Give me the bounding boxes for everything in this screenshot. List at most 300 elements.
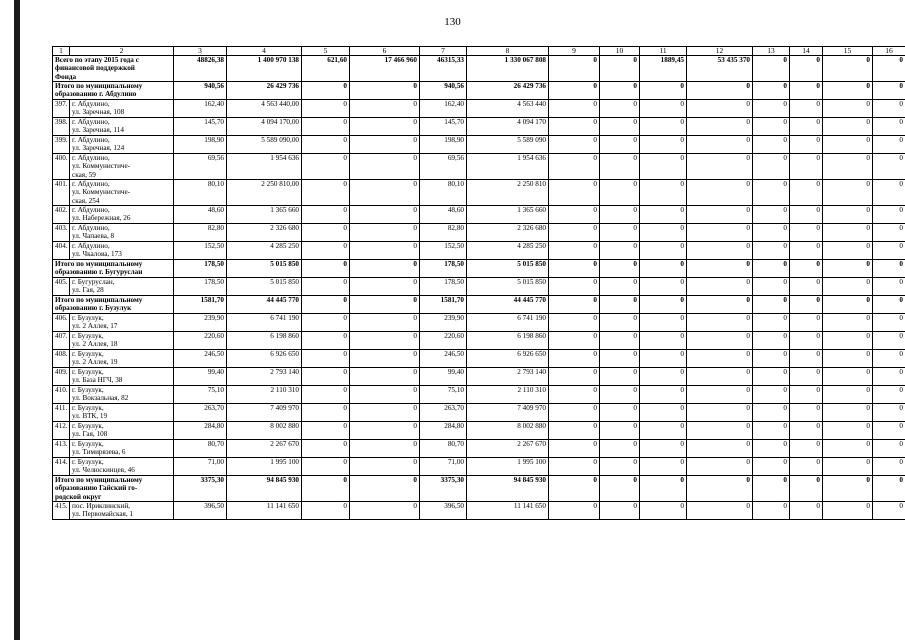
row-number: 399. bbox=[53, 136, 70, 154]
value-cell: 0 bbox=[790, 278, 823, 296]
value-cell: 178,50 bbox=[420, 278, 467, 296]
address-line: г. Бузулук, bbox=[72, 332, 104, 341]
address-line: ул. Набережная, 26 bbox=[72, 214, 131, 223]
value-cell: 1 954 636 bbox=[227, 154, 302, 180]
value-cell: 75,10 bbox=[420, 386, 467, 404]
value-cell: 0 bbox=[302, 82, 350, 100]
value-cell: 0 bbox=[549, 206, 600, 224]
value-cell: 0 bbox=[823, 118, 873, 136]
value-cell: 0 bbox=[549, 278, 600, 296]
value-cell: 178,50 bbox=[420, 260, 467, 278]
value-cell: 6 741 190 bbox=[467, 314, 549, 332]
value-cell: 162,40 bbox=[420, 100, 467, 118]
address-line: г. Абдулино, bbox=[72, 206, 110, 215]
value-cell: 0 bbox=[873, 56, 905, 82]
value-cell: 0 bbox=[753, 296, 790, 314]
row-number: 408. bbox=[53, 350, 70, 368]
value-cell: 2 267 670 bbox=[227, 440, 302, 458]
value-cell: 0 bbox=[753, 206, 790, 224]
address-cell bbox=[70, 386, 174, 404]
address-line: г. Абдулино, bbox=[72, 224, 110, 233]
value-cell: 1889,45 bbox=[640, 56, 687, 82]
total-label bbox=[53, 476, 174, 502]
address-cell bbox=[70, 224, 174, 242]
value-cell: 940,56 bbox=[420, 82, 467, 100]
total-row bbox=[53, 296, 905, 314]
address-cell bbox=[70, 350, 174, 368]
value-cell: 0 bbox=[549, 502, 600, 520]
value-cell: 94 845 930 bbox=[227, 476, 302, 502]
value-cell: 0 bbox=[687, 458, 753, 476]
value-cell: 178,50 bbox=[174, 278, 227, 296]
address-line: ул. Коммунистиче- bbox=[72, 162, 131, 171]
value-cell: 2 326 680 bbox=[227, 224, 302, 242]
value-cell: 0 bbox=[873, 154, 905, 180]
value-cell: 0 bbox=[823, 206, 873, 224]
address-line: г. Бузулук, bbox=[72, 314, 104, 323]
value-cell: 0 bbox=[823, 332, 873, 350]
value-cell: 0 bbox=[790, 118, 823, 136]
value-cell: 0 bbox=[640, 224, 687, 242]
value-cell: 44 445 770 bbox=[227, 296, 302, 314]
value-cell: 0 bbox=[753, 386, 790, 404]
value-cell: 263,70 bbox=[174, 404, 227, 422]
value-cell: 0 bbox=[823, 180, 873, 206]
value-cell: 0 bbox=[640, 422, 687, 440]
value-cell: 46315,33 bbox=[420, 56, 467, 82]
address-line: Итого по муниципальному bbox=[55, 296, 143, 305]
address-cell bbox=[70, 314, 174, 332]
address-line: ул. Коммунистиче- bbox=[72, 188, 131, 197]
value-cell: 1 330 067 808 bbox=[467, 56, 549, 82]
value-cell: 246,50 bbox=[420, 350, 467, 368]
column-number: 3 bbox=[174, 47, 227, 56]
value-cell: 0 bbox=[600, 180, 640, 206]
value-cell: 0 bbox=[640, 440, 687, 458]
value-cell: 0 bbox=[600, 404, 640, 422]
value-cell: 0 bbox=[302, 476, 350, 502]
value-cell: 0 bbox=[790, 314, 823, 332]
address-line: ул. Гая, 108 bbox=[72, 430, 108, 439]
row-number: 415. bbox=[53, 502, 70, 520]
value-cell: 26 429 736 bbox=[227, 82, 302, 100]
value-cell: 0 bbox=[350, 440, 420, 458]
value-cell: 0 bbox=[790, 296, 823, 314]
value-cell: 3375,30 bbox=[420, 476, 467, 502]
value-cell: 0 bbox=[549, 136, 600, 154]
value-cell: 0 bbox=[687, 136, 753, 154]
address-cell bbox=[70, 100, 174, 118]
value-cell: 0 bbox=[302, 314, 350, 332]
page-margin-bar bbox=[14, 0, 20, 640]
address-line: образованию г. Бузулук bbox=[55, 304, 132, 313]
row-number: 414. bbox=[53, 458, 70, 476]
value-cell: 2 793 140 bbox=[467, 368, 549, 386]
column-number-row bbox=[53, 47, 905, 56]
value-cell: 0 bbox=[873, 476, 905, 502]
table-row bbox=[53, 368, 905, 386]
table-row bbox=[53, 180, 905, 206]
value-cell: 0 bbox=[600, 314, 640, 332]
value-cell: 7 409 970 bbox=[467, 404, 549, 422]
value-cell: 1 954 636 bbox=[467, 154, 549, 180]
value-cell: 0 bbox=[687, 100, 753, 118]
table-row bbox=[53, 242, 905, 260]
value-cell: 0 bbox=[790, 350, 823, 368]
value-cell: 0 bbox=[873, 386, 905, 404]
value-cell: 0 bbox=[302, 180, 350, 206]
value-cell: 0 bbox=[823, 404, 873, 422]
value-cell: 0 bbox=[640, 502, 687, 520]
value-cell: 0 bbox=[790, 206, 823, 224]
value-cell: 0 bbox=[753, 260, 790, 278]
column-number: 11 bbox=[640, 47, 687, 56]
value-cell: 263,70 bbox=[420, 404, 467, 422]
row-number: 409. bbox=[53, 368, 70, 386]
value-cell: 0 bbox=[823, 100, 873, 118]
value-cell: 0 bbox=[753, 422, 790, 440]
value-cell: 0 bbox=[790, 154, 823, 180]
value-cell: 0 bbox=[350, 136, 420, 154]
value-cell: 0 bbox=[823, 314, 873, 332]
value-cell: 6 926 650 bbox=[467, 350, 549, 368]
value-cell: 0 bbox=[687, 440, 753, 458]
address-line: ул. Чапаева, 8 bbox=[72, 232, 115, 241]
address-cell bbox=[70, 136, 174, 154]
value-cell: 71,00 bbox=[420, 458, 467, 476]
value-cell: 0 bbox=[600, 242, 640, 260]
value-cell: 0 bbox=[790, 332, 823, 350]
value-cell: 0 bbox=[350, 82, 420, 100]
value-cell: 0 bbox=[687, 386, 753, 404]
address-line: ул. Гая, 28 bbox=[72, 286, 104, 295]
value-cell: 0 bbox=[640, 100, 687, 118]
value-cell: 0 bbox=[823, 502, 873, 520]
value-cell: 1 365 660 bbox=[227, 206, 302, 224]
value-cell: 4 563 440,00 bbox=[227, 100, 302, 118]
value-cell: 0 bbox=[790, 476, 823, 502]
row-number: 406. bbox=[53, 314, 70, 332]
value-cell: 82,80 bbox=[174, 224, 227, 242]
value-cell: 0 bbox=[873, 118, 905, 136]
address-line: Всего по этапу 2015 года с bbox=[55, 56, 139, 65]
value-cell: 0 bbox=[549, 118, 600, 136]
value-cell: 0 bbox=[790, 502, 823, 520]
total-row bbox=[53, 82, 905, 100]
address-line: ул. Заречная, 114 bbox=[72, 126, 124, 135]
value-cell: 0 bbox=[790, 242, 823, 260]
value-cell: 246,50 bbox=[174, 350, 227, 368]
value-cell: 0 bbox=[823, 56, 873, 82]
row-number: 401. bbox=[53, 180, 70, 206]
value-cell: 0 bbox=[640, 180, 687, 206]
value-cell: 0 bbox=[873, 260, 905, 278]
value-cell: 0 bbox=[640, 476, 687, 502]
value-cell: 1581,70 bbox=[174, 296, 227, 314]
value-cell: 0 bbox=[549, 82, 600, 100]
value-cell: 0 bbox=[687, 350, 753, 368]
value-cell: 0 bbox=[823, 242, 873, 260]
value-cell: 94 845 930 bbox=[467, 476, 549, 502]
value-cell: 2 250 810 bbox=[467, 180, 549, 206]
address-line: г. Бугуруслан, bbox=[72, 278, 115, 287]
value-cell: 75,10 bbox=[174, 386, 227, 404]
table-row bbox=[53, 118, 905, 136]
value-cell: 99,40 bbox=[174, 368, 227, 386]
value-cell: 0 bbox=[640, 314, 687, 332]
table-row bbox=[53, 206, 905, 224]
value-cell: 0 bbox=[873, 350, 905, 368]
value-cell: 0 bbox=[302, 332, 350, 350]
total-label bbox=[53, 82, 174, 100]
row-number: 400. bbox=[53, 154, 70, 180]
value-cell: 4 285 250 bbox=[227, 242, 302, 260]
value-cell: 0 bbox=[790, 82, 823, 100]
table-row bbox=[53, 314, 905, 332]
value-cell: 69,56 bbox=[174, 154, 227, 180]
value-cell: 0 bbox=[753, 100, 790, 118]
address-line: г. Бузулук, bbox=[72, 368, 104, 377]
table-row bbox=[53, 224, 905, 242]
value-cell: 396,50 bbox=[174, 502, 227, 520]
address-line: Итого по муниципальному bbox=[55, 82, 143, 91]
value-cell: 11 141 650 bbox=[227, 502, 302, 520]
value-cell: 0 bbox=[753, 278, 790, 296]
address-line: ул. Первомайская, 1 bbox=[72, 510, 134, 519]
value-cell: 0 bbox=[873, 100, 905, 118]
table-row bbox=[53, 350, 905, 368]
value-cell: 239,90 bbox=[420, 314, 467, 332]
value-cell: 0 bbox=[640, 82, 687, 100]
value-cell: 0 bbox=[873, 136, 905, 154]
value-cell: 0 bbox=[640, 278, 687, 296]
value-cell: 0 bbox=[873, 332, 905, 350]
row-number: 398. bbox=[53, 118, 70, 136]
table-row bbox=[53, 422, 905, 440]
table-row bbox=[53, 404, 905, 422]
address-line: ул. Челюскинцев, 46 bbox=[72, 466, 135, 475]
value-cell: 0 bbox=[873, 296, 905, 314]
address-line: ул. Вокзальная, 82 bbox=[72, 394, 129, 403]
value-cell: 0 bbox=[687, 180, 753, 206]
value-cell: 0 bbox=[873, 440, 905, 458]
value-cell: 2 793 140 bbox=[227, 368, 302, 386]
column-number: 8 bbox=[467, 47, 549, 56]
value-cell: 0 bbox=[350, 100, 420, 118]
value-cell: 0 bbox=[640, 136, 687, 154]
value-cell: 2 267 670 bbox=[467, 440, 549, 458]
table-row bbox=[53, 332, 905, 350]
value-cell: 178,50 bbox=[174, 260, 227, 278]
address-cell bbox=[70, 422, 174, 440]
value-cell: 0 bbox=[640, 332, 687, 350]
total-label bbox=[53, 296, 174, 314]
value-cell: 0 bbox=[640, 404, 687, 422]
value-cell: 17 466 960 bbox=[350, 56, 420, 82]
value-cell: 220,60 bbox=[420, 332, 467, 350]
value-cell: 82,80 bbox=[420, 224, 467, 242]
row-number: 403. bbox=[53, 224, 70, 242]
value-cell: 396,50 bbox=[420, 502, 467, 520]
value-cell: 0 bbox=[823, 82, 873, 100]
address-line: ул. База НГЧ, 38 bbox=[72, 376, 123, 385]
value-cell: 0 bbox=[753, 56, 790, 82]
table-row bbox=[53, 386, 905, 404]
column-number: 7 bbox=[420, 47, 467, 56]
value-cell: 0 bbox=[687, 118, 753, 136]
value-cell: 2 250 810,00 bbox=[227, 180, 302, 206]
value-cell: 0 bbox=[753, 242, 790, 260]
value-cell: 0 bbox=[302, 136, 350, 154]
value-cell: 2 326 680 bbox=[467, 224, 549, 242]
address-line: ул. Чкалова, 173 bbox=[72, 250, 122, 259]
value-cell: 0 bbox=[823, 368, 873, 386]
value-cell: 5 015 850 bbox=[227, 260, 302, 278]
value-cell: 0 bbox=[600, 118, 640, 136]
value-cell: 0 bbox=[753, 154, 790, 180]
value-cell: 0 bbox=[600, 502, 640, 520]
value-cell: 48,60 bbox=[174, 206, 227, 224]
value-cell: 0 bbox=[753, 82, 790, 100]
value-cell: 0 bbox=[600, 206, 640, 224]
table-row bbox=[53, 440, 905, 458]
value-cell: 0 bbox=[873, 404, 905, 422]
address-cell bbox=[70, 180, 174, 206]
value-cell: 0 bbox=[302, 386, 350, 404]
value-cell: 0 bbox=[640, 260, 687, 278]
value-cell: 0 bbox=[753, 332, 790, 350]
value-cell: 284,80 bbox=[174, 422, 227, 440]
value-cell: 0 bbox=[790, 404, 823, 422]
value-cell: 0 bbox=[823, 458, 873, 476]
value-cell: 0 bbox=[873, 180, 905, 206]
value-cell: 0 bbox=[549, 368, 600, 386]
value-cell: 0 bbox=[302, 368, 350, 386]
value-cell: 0 bbox=[600, 136, 640, 154]
address-line: г. Абдулино, bbox=[72, 118, 110, 127]
value-cell: 0 bbox=[302, 154, 350, 180]
value-cell: 0 bbox=[687, 332, 753, 350]
value-cell: 0 bbox=[600, 278, 640, 296]
value-cell: 0 bbox=[350, 332, 420, 350]
value-cell: 0 bbox=[823, 278, 873, 296]
value-cell: 48826,38 bbox=[174, 56, 227, 82]
value-cell: 1 365 660 bbox=[467, 206, 549, 224]
value-cell: 0 bbox=[302, 278, 350, 296]
address-line: ул. Заречная, 124 bbox=[72, 144, 125, 153]
value-cell: 0 bbox=[873, 422, 905, 440]
value-cell: 5 589 090 bbox=[467, 136, 549, 154]
value-cell: 0 bbox=[790, 458, 823, 476]
value-cell: 48,60 bbox=[420, 206, 467, 224]
address-line: г. Бузулук, bbox=[72, 440, 104, 449]
value-cell: 0 bbox=[600, 56, 640, 82]
value-cell: 0 bbox=[753, 314, 790, 332]
value-cell: 1 995 100 bbox=[467, 458, 549, 476]
value-cell: 0 bbox=[640, 386, 687, 404]
value-cell: 53 435 370 bbox=[687, 56, 753, 82]
value-cell: 1 995 100 bbox=[227, 458, 302, 476]
address-line: г. Бузулук, bbox=[72, 350, 104, 359]
value-cell: 0 bbox=[350, 154, 420, 180]
table-row bbox=[53, 278, 905, 296]
value-cell: 0 bbox=[753, 136, 790, 154]
value-cell: 0 bbox=[753, 440, 790, 458]
value-cell: 0 bbox=[640, 118, 687, 136]
value-cell: 3375,30 bbox=[174, 476, 227, 502]
value-cell: 0 bbox=[873, 278, 905, 296]
table-row bbox=[53, 154, 905, 180]
value-cell: 0 bbox=[873, 368, 905, 386]
value-cell: 0 bbox=[600, 476, 640, 502]
value-cell: 0 bbox=[823, 440, 873, 458]
value-cell: 284,80 bbox=[420, 422, 467, 440]
value-cell: 0 bbox=[753, 502, 790, 520]
value-cell: 152,50 bbox=[174, 242, 227, 260]
value-cell: 0 bbox=[790, 100, 823, 118]
value-cell: 0 bbox=[823, 154, 873, 180]
value-cell: 0 bbox=[350, 386, 420, 404]
value-cell: 0 bbox=[600, 82, 640, 100]
address-line: г. Абдулино, bbox=[72, 136, 110, 145]
value-cell: 80,10 bbox=[174, 180, 227, 206]
value-cell: 0 bbox=[873, 502, 905, 520]
value-cell: 0 bbox=[687, 278, 753, 296]
value-cell: 6 926 650 bbox=[227, 350, 302, 368]
value-cell: 0 bbox=[549, 296, 600, 314]
value-cell: 80,10 bbox=[420, 180, 467, 206]
value-cell: 0 bbox=[687, 314, 753, 332]
address-line: ул. 2 Аллея, 17 bbox=[72, 322, 118, 331]
value-cell: 152,50 bbox=[420, 242, 467, 260]
address-line: г. Бузулук, bbox=[72, 404, 104, 413]
value-cell: 0 bbox=[687, 296, 753, 314]
address-line: г. Абдулино, bbox=[72, 180, 110, 189]
value-cell: 0 bbox=[640, 368, 687, 386]
value-cell: 0 bbox=[600, 332, 640, 350]
value-cell: 0 bbox=[873, 82, 905, 100]
value-cell: 0 bbox=[350, 368, 420, 386]
value-cell: 0 bbox=[302, 260, 350, 278]
value-cell: 0 bbox=[549, 56, 600, 82]
address-line: Фонда bbox=[55, 72, 77, 81]
value-cell: 220,60 bbox=[174, 332, 227, 350]
address-line: г. Абдулино, bbox=[72, 100, 110, 109]
value-cell: 0 bbox=[302, 100, 350, 118]
value-cell: 0 bbox=[753, 180, 790, 206]
table-row bbox=[53, 136, 905, 154]
value-cell: 0 bbox=[873, 314, 905, 332]
value-cell: 0 bbox=[350, 422, 420, 440]
value-cell: 0 bbox=[687, 476, 753, 502]
table-row bbox=[53, 458, 905, 476]
value-cell: 0 bbox=[302, 458, 350, 476]
value-cell: 0 bbox=[687, 206, 753, 224]
value-cell: 0 bbox=[302, 440, 350, 458]
value-cell: 0 bbox=[790, 180, 823, 206]
value-cell: 0 bbox=[687, 368, 753, 386]
value-cell: 0 bbox=[549, 476, 600, 502]
value-cell: 0 bbox=[600, 386, 640, 404]
address-line: ская, 254 bbox=[72, 196, 100, 205]
value-cell: 0 bbox=[549, 386, 600, 404]
value-cell: 145,70 bbox=[420, 118, 467, 136]
value-cell: 0 bbox=[790, 386, 823, 404]
row-number: 413. bbox=[53, 440, 70, 458]
value-cell: 0 bbox=[640, 296, 687, 314]
value-cell: 940,56 bbox=[174, 82, 227, 100]
value-cell: 0 bbox=[350, 502, 420, 520]
